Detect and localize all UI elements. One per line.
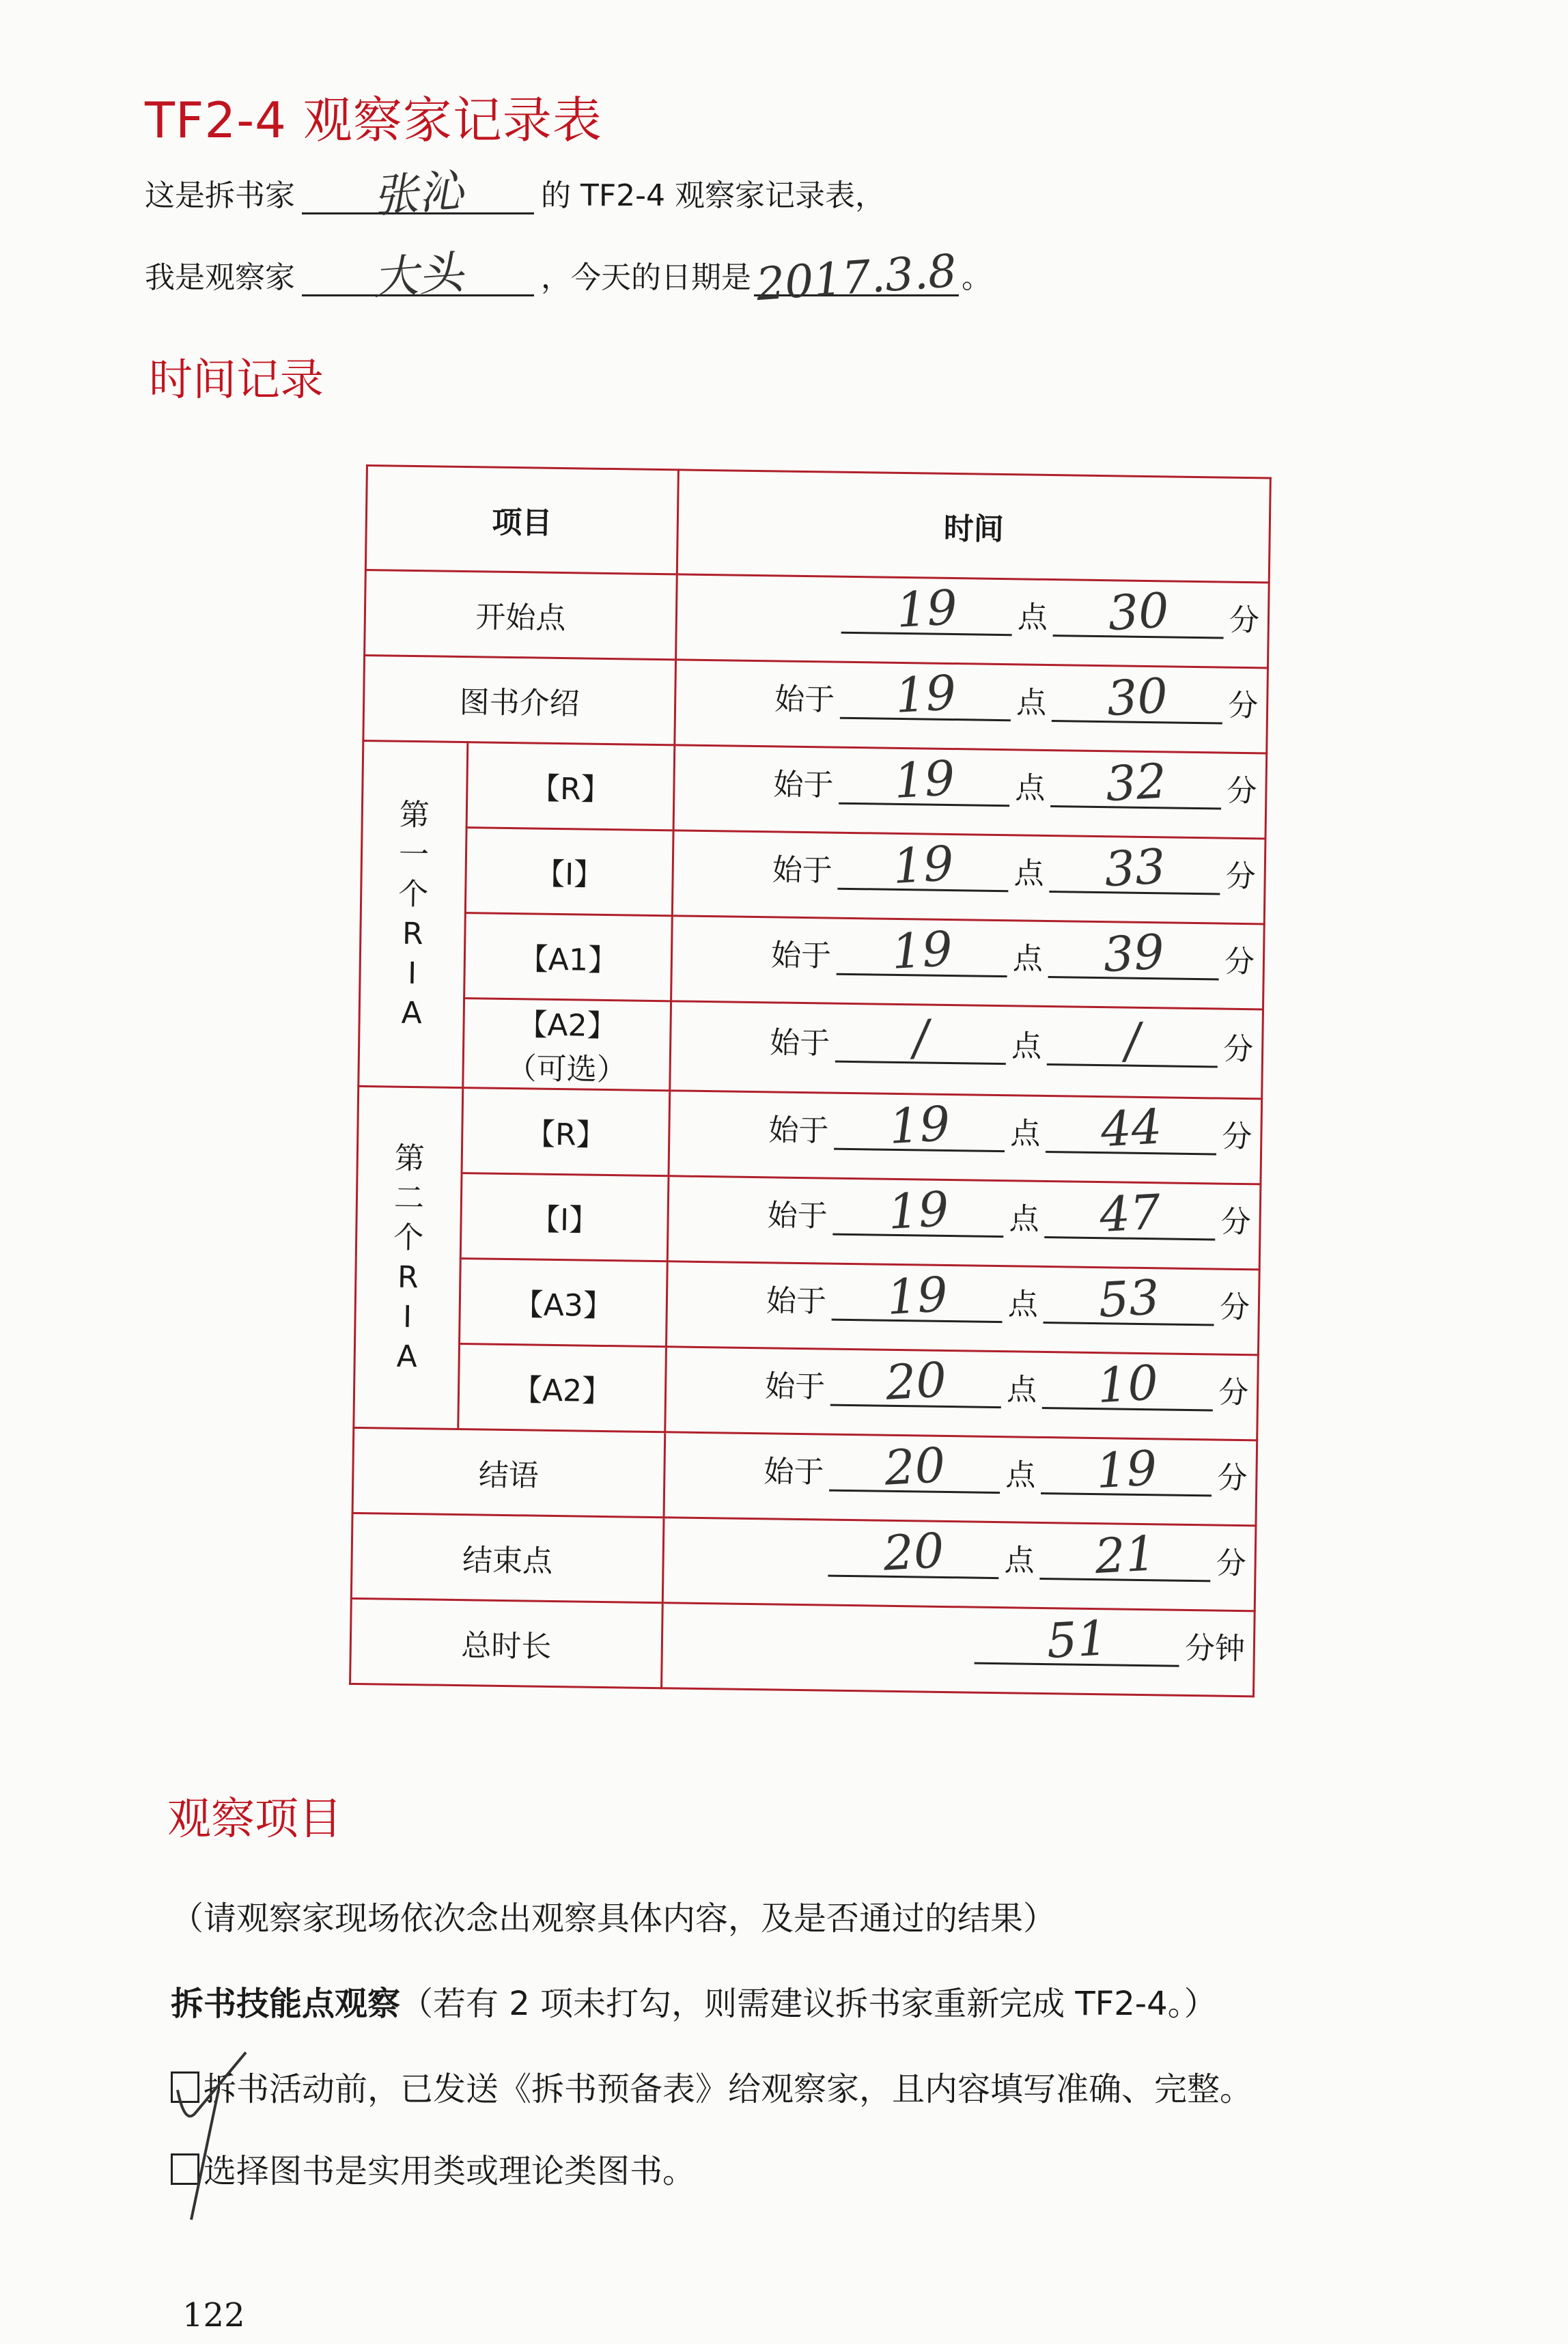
hour-value-field[interactable] (841, 579, 1013, 639)
start-label: 始于 (773, 767, 834, 803)
time-cell (673, 745, 1267, 839)
minute-value: 32 (1104, 753, 1168, 813)
item-cell (460, 1173, 669, 1261)
minute-unit: 分 (1219, 1289, 1250, 1326)
observation-instruction: （请观察家现场依次念出观察具体内容，及是否通过的结果） (171, 1899, 1056, 1938)
hour-value: 19 (891, 835, 955, 895)
minute-value: 53 (1097, 1269, 1161, 1329)
item-cell (350, 1598, 663, 1688)
time-cell (675, 660, 1268, 753)
time-cell (670, 1001, 1263, 1099)
item-label: 图书介绍 (459, 684, 580, 722)
group-label-char: 一 (398, 837, 430, 872)
time-entry (664, 1522, 1255, 1597)
minute-unit: 分 (1220, 1204, 1251, 1240)
observer-name-field[interactable] (302, 246, 534, 305)
minute-unit: 分 (1216, 1546, 1247, 1582)
hour-unit: 点 (1009, 1201, 1040, 1237)
time-cell (665, 1347, 1259, 1440)
date-value: 2017.3.8 (754, 244, 959, 311)
time-cell (667, 1176, 1261, 1270)
item-cell (466, 742, 675, 831)
item-label: 【A2】 (517, 1007, 617, 1044)
hour-unit: 点 (1010, 1116, 1041, 1152)
item-label: 结束点 (462, 1543, 553, 1579)
start-label: 始于 (770, 938, 832, 974)
item-cell (458, 1344, 667, 1432)
hour-value: 19 (885, 1266, 949, 1326)
hour-value-field[interactable] (830, 1351, 1002, 1411)
time-entry (677, 579, 1268, 654)
skill-heading (171, 1977, 1217, 2024)
hour-unit: 点 (1015, 770, 1046, 806)
hour-value-field[interactable] (834, 1095, 1005, 1155)
hour-value-field[interactable] (837, 921, 1008, 980)
minute-value: 19 (1094, 1440, 1159, 1500)
checklist-item[interactable] (171, 2063, 1252, 2110)
hour-value: 19 (892, 750, 957, 809)
header-item: 项目 (365, 466, 678, 574)
table-row (360, 911, 1265, 1009)
author-suffix: 的 TF2-4 观察家记录表， (541, 178, 886, 213)
time-entry (667, 1266, 1258, 1341)
hour-value-field[interactable] (835, 1009, 1007, 1067)
duration-value: 51 (1045, 1610, 1109, 1670)
item-cell (363, 655, 676, 744)
table-row (359, 996, 1263, 1098)
time-cell (662, 1603, 1255, 1697)
item-label: 【A3】 (513, 1287, 614, 1324)
minute-unit: 分 (1227, 688, 1259, 724)
minute-value-field[interactable] (1041, 1440, 1212, 1500)
table-row (350, 1598, 1255, 1696)
minute-value: 44 (1099, 1098, 1164, 1158)
hour-value-field[interactable] (832, 1266, 1003, 1326)
minute-unit: 分 (1218, 1375, 1249, 1411)
author-line (145, 164, 886, 223)
hour-value: / (911, 1009, 931, 1067)
start-label: 始于 (769, 1025, 830, 1061)
minute-value-field[interactable] (1044, 1269, 1215, 1329)
skill-note: （若有 2 项未打勾，则需建议拆书家重新完成 TF2-4。） (400, 1985, 1217, 2023)
hour-value-field[interactable] (832, 1180, 1004, 1240)
time-entry (670, 1095, 1261, 1171)
time-cell (662, 1518, 1256, 1611)
duration-unit: 分钟 (1184, 1630, 1246, 1667)
author-name: 张沁 (371, 164, 465, 223)
minute-unit: 分 (1225, 859, 1257, 895)
item-label: 总时长 (461, 1628, 552, 1664)
time-entry (676, 665, 1267, 740)
time-entry (667, 1351, 1257, 1427)
hour-unit: 点 (1011, 1029, 1042, 1064)
time-entry (669, 1180, 1259, 1256)
item-label: 结语 (478, 1457, 540, 1494)
hour-value: 20 (884, 1351, 949, 1411)
item-cell (365, 570, 677, 660)
time-entry (673, 835, 1264, 910)
hour-unit: 点 (1005, 1457, 1036, 1493)
hour-value-field[interactable] (837, 835, 1009, 895)
minute-unit: 分 (1217, 1460, 1248, 1496)
table-row (354, 1342, 1259, 1440)
time-cell (676, 574, 1270, 668)
group-label-char: 第 (394, 1141, 425, 1176)
hour-value-field[interactable] (829, 1436, 1000, 1496)
group-label-char: I (407, 955, 417, 991)
minute-value-field[interactable] (1050, 753, 1222, 813)
hour-unit: 点 (1017, 600, 1048, 635)
observer-name: 大头 (371, 246, 465, 305)
page-number: 122 (182, 2296, 245, 2334)
checkmark-icon (171, 2049, 266, 2227)
time-cell (667, 1261, 1260, 1355)
table-row (363, 655, 1268, 753)
group-label-char: A (396, 1339, 418, 1374)
start-label: 始于 (764, 1369, 826, 1405)
table-row (362, 740, 1267, 838)
hour-unit: 点 (1016, 685, 1047, 721)
group-label-char: 个 (397, 876, 429, 912)
time-cell (669, 1091, 1262, 1184)
start-label: 始于 (766, 1283, 827, 1320)
item-cell (463, 999, 671, 1091)
table-row (361, 826, 1265, 923)
table-row (352, 1427, 1257, 1525)
skill-title: 拆书技能点观察 (171, 1985, 401, 2023)
minute-value: 33 (1103, 838, 1167, 898)
observer-label: 我是观察家 (145, 260, 295, 295)
time-cell (672, 831, 1265, 924)
item-label: 【I】 (529, 1202, 600, 1238)
item-cell (465, 828, 673, 916)
date-suffix: 。 (962, 260, 992, 295)
time-entry (662, 1610, 1253, 1683)
item-cell (351, 1513, 664, 1602)
minute-value: 30 (1106, 582, 1171, 642)
group-second-ria (354, 1086, 463, 1429)
author-label: 这是拆书家 (145, 178, 295, 213)
table-row (355, 1257, 1260, 1354)
minute-value: 47 (1098, 1184, 1162, 1244)
table-header (365, 466, 1270, 583)
item-label: 【A2】 (512, 1373, 613, 1410)
hour-unit: 点 (1013, 856, 1045, 891)
hour-value-field[interactable] (828, 1522, 999, 1582)
checklist-item-text: 拆书活动前，已发送《拆书预备表》给观察家，且内容填写准确、完整。 (204, 2070, 1253, 2108)
time-section-title: 时间记录 (149, 355, 324, 406)
header-time: 时间 (677, 470, 1270, 583)
hour-unit: 点 (1006, 1372, 1037, 1408)
table-row (357, 1086, 1262, 1184)
observer-line (145, 244, 992, 311)
time-entry (671, 1009, 1262, 1083)
table-row (365, 570, 1270, 668)
hour-unit: 点 (1012, 941, 1044, 977)
observation-title: 观察项目 (167, 1794, 342, 1845)
minute-value-field[interactable] (1052, 667, 1223, 727)
hour-value: 19 (895, 579, 959, 639)
minute-value-field[interactable] (1047, 1012, 1218, 1070)
group-label-char: R (402, 916, 424, 951)
minute-value: 39 (1102, 923, 1166, 983)
date-field[interactable] (754, 244, 959, 311)
hour-value: 19 (890, 921, 954, 980)
time-entry (665, 1436, 1256, 1512)
item-cell (460, 1259, 668, 1347)
item-label: 【R】 (524, 1117, 606, 1154)
item-note: （可选） (506, 1050, 628, 1088)
minute-value: 10 (1095, 1354, 1160, 1414)
item-label: 【I】 (534, 856, 604, 893)
minute-value-field[interactable] (1049, 838, 1220, 898)
item-cell (464, 913, 673, 1001)
checklist-item-text: 选择图书是实用类或理论类图书。 (204, 2152, 696, 2190)
hour-unit: 点 (1004, 1543, 1035, 1578)
minute-unit: 分 (1227, 773, 1257, 809)
minute-value-field[interactable] (1046, 1098, 1217, 1158)
start-label: 始于 (768, 1113, 829, 1149)
minute-value: / (1123, 1012, 1143, 1070)
time-cell (671, 916, 1265, 1009)
minute-value: 21 (1093, 1525, 1158, 1585)
time-cell (664, 1432, 1257, 1526)
hour-value: 19 (893, 665, 958, 724)
group-first-ria (359, 740, 468, 1087)
minute-unit: 分 (1222, 1031, 1254, 1068)
minute-value-field[interactable] (1048, 923, 1220, 983)
group-label-char: 第 (399, 797, 430, 833)
item-label: 【R】 (529, 771, 612, 808)
minute-unit: 分 (1222, 1119, 1252, 1155)
minute-value-field[interactable] (1042, 1354, 1214, 1414)
group-label-char: 二 (393, 1180, 425, 1216)
table-row (351, 1513, 1256, 1610)
item-label: 【A1】 (518, 942, 619, 979)
page-title: TF2-4 观察家记录表 (145, 92, 602, 149)
start-label: 始于 (767, 1198, 828, 1234)
start-label: 始于 (772, 852, 833, 889)
group-label-char: R (397, 1259, 419, 1295)
item-cell (352, 1427, 665, 1517)
start-label: 始于 (774, 682, 835, 718)
group-label-char: A (401, 995, 423, 1031)
minute-value-field[interactable] (1039, 1525, 1211, 1585)
table-row (356, 1171, 1261, 1269)
hour-unit: 点 (1007, 1287, 1039, 1322)
hour-value: 19 (886, 1180, 951, 1240)
hour-value: 20 (882, 1436, 947, 1496)
hour-value: 19 (887, 1095, 952, 1155)
group-label-char: I (402, 1299, 412, 1335)
time-record-table (349, 464, 1272, 1697)
item-label: 开始点 (475, 600, 566, 637)
minute-unit: 分 (1224, 944, 1255, 980)
minute-value-field[interactable] (1044, 1184, 1216, 1244)
hour-value: 20 (882, 1522, 946, 1582)
minute-value: 30 (1105, 667, 1170, 727)
minute-value-field[interactable] (1053, 582, 1224, 642)
start-label: 始于 (764, 1454, 824, 1490)
group-label-char: 个 (393, 1220, 424, 1255)
item-cell (462, 1088, 670, 1176)
hour-value-field[interactable] (839, 750, 1010, 809)
author-name-field[interactable] (302, 164, 534, 223)
hour-value-field[interactable] (840, 665, 1011, 724)
minute-unit: 分 (1229, 602, 1260, 639)
date-label: ，今天的日期是 (541, 260, 751, 295)
time-entry (672, 921, 1263, 996)
duration-value-field[interactable] (975, 1610, 1180, 1670)
time-entry (675, 750, 1265, 825)
